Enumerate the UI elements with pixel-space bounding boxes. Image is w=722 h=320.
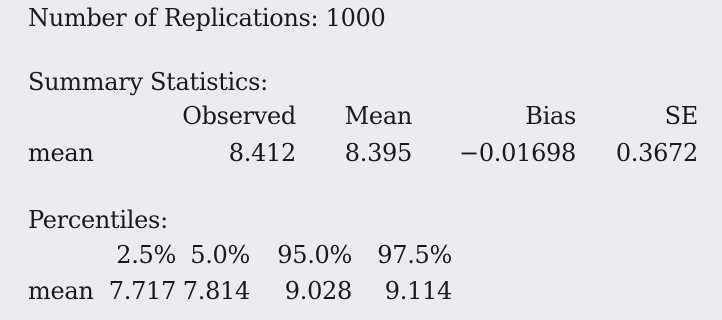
- replications-line: Number of Replications: 1000: [28, 4, 386, 32]
- summary-value-observed: 8.412: [228, 139, 296, 167]
- percentile-col-95-0: 95.0%: [277, 241, 352, 269]
- percentiles-row-label: mean: [28, 277, 94, 305]
- percentile-value-5-0: 7.814: [182, 277, 250, 305]
- summary-col-se: SE: [664, 102, 698, 130]
- percentile-col-5-0: 5.0%: [190, 241, 250, 269]
- summary-col-bias: Bias: [525, 102, 576, 130]
- summary-value-bias: −0.01698: [459, 139, 576, 167]
- summary-col-observed: Observed: [182, 102, 296, 130]
- percentile-value-2-5: 7.717: [108, 277, 176, 305]
- percentile-col-2-5: 2.5%: [116, 241, 176, 269]
- percentiles-heading: Percentiles:: [28, 206, 168, 234]
- percentile-col-97-5: 97.5%: [377, 241, 452, 269]
- summary-row-label: mean: [28, 139, 94, 167]
- summary-value-se: 0.3672: [615, 139, 698, 167]
- summary-col-mean: Mean: [344, 102, 412, 130]
- summary-value-mean: 8.395: [344, 139, 412, 167]
- summary-heading: Summary Statistics:: [28, 68, 268, 96]
- percentile-value-97-5: 9.114: [384, 277, 452, 305]
- percentile-value-95-0: 9.028: [284, 277, 352, 305]
